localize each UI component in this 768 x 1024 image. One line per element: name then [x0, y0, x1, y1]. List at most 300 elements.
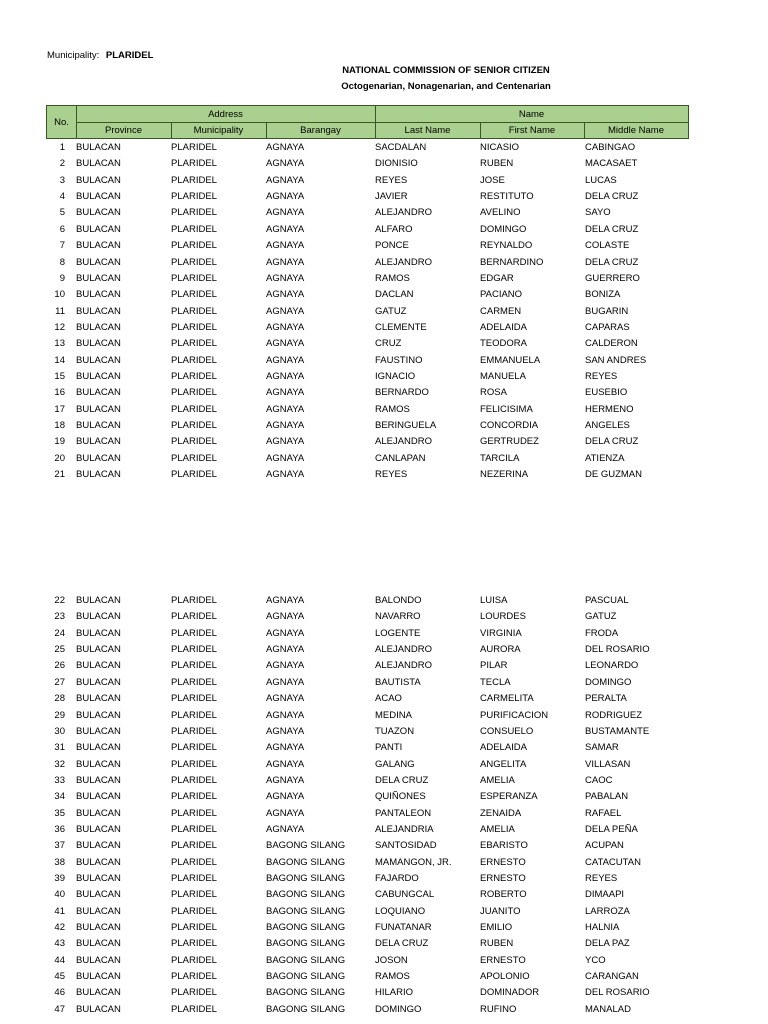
municipality-cell: PLARIDEL [171, 856, 217, 868]
first-name-cell: ADELAIDA [480, 742, 527, 754]
table-row [46, 418, 689, 434]
last-name-cell: GALANG [375, 758, 415, 770]
province-cell: BULACAN [76, 403, 121, 415]
province-cell: BULACAN [76, 436, 121, 448]
row-number: 36 [54, 823, 65, 835]
first-name-cell: RUBEN [480, 158, 514, 170]
table-row [46, 773, 689, 789]
last-name-cell: IGNACIO [375, 370, 416, 382]
row-number: 42 [54, 922, 65, 933]
first-name-cell: ERNESTO [480, 873, 526, 884]
barangay-cell: AGNAYA [266, 774, 305, 786]
row-number: 23 [54, 611, 65, 623]
municipality-cell: PLARIDEL [171, 1003, 217, 1015]
row-number: 26 [54, 660, 65, 672]
barangay-cell: AGNAYA [266, 403, 305, 415]
row-number: 32 [54, 758, 65, 770]
row-number: 46 [54, 987, 65, 999]
province-cell: BULACAN [76, 370, 121, 382]
middle-name-cell: GUERRERO [585, 272, 640, 284]
middle-name-cell: HERMENO [585, 403, 634, 415]
first-name-cell: ANGELITA [480, 758, 527, 770]
last-name-cell: LOGENTE [375, 627, 421, 639]
first-name-cell: VIRGINIA [480, 627, 522, 639]
first-name-cell: ROSA [480, 387, 507, 399]
municipality-cell: PLARIDEL [171, 742, 217, 754]
col-header-municipality: Municipality [193, 125, 244, 136]
barangay-cell: AGNAYA [266, 660, 305, 672]
row-number: 9 [59, 272, 65, 284]
municipality-value: PLARIDEL [105, 50, 154, 61]
last-name-cell: REYES [375, 469, 408, 480]
barangay-cell: AGNAYA [266, 676, 305, 688]
municipality-cell: PLARIDEL [171, 420, 217, 431]
table-row [46, 434, 689, 450]
municipality-cell: PLARIDEL [171, 403, 217, 415]
table-row [46, 385, 689, 401]
municipality-cell: PLARIDEL [171, 611, 217, 623]
barangay-cell: AGNAYA [266, 191, 305, 203]
row-number: 29 [54, 709, 65, 721]
province-cell: BULACAN [76, 240, 121, 252]
table-row [46, 304, 689, 320]
last-name-cell: CABUNGCAL [375, 889, 435, 901]
first-name-cell: TARCILA [480, 452, 520, 464]
barangay-cell: BAGONG SILANG [266, 889, 346, 901]
row-number: 7 [59, 240, 65, 252]
middle-name-cell: LEONARDO [585, 660, 639, 672]
municipality-cell: PLARIDEL [171, 791, 217, 803]
barangay-cell: AGNAYA [266, 387, 305, 399]
first-name-cell: MANUELA [480, 370, 526, 382]
table-row [46, 838, 689, 854]
municipality-cell: PLARIDEL [171, 387, 217, 399]
table-row [46, 336, 689, 352]
first-name-cell: BERNARDINO [480, 256, 544, 268]
row-number: 27 [54, 676, 65, 688]
province-cell: BULACAN [76, 758, 121, 770]
municipality-cell: PLARIDEL [171, 971, 217, 982]
barangay-cell: AGNAYA [266, 223, 305, 235]
middle-name-cell: CATACUTAN [585, 856, 641, 868]
last-name-cell: QUIÑONES [375, 791, 426, 803]
last-name-cell: PANTI [375, 742, 403, 754]
last-name-cell: CRUZ [375, 338, 402, 350]
row-number: 47 [54, 1003, 65, 1015]
row-number: 11 [55, 305, 65, 317]
last-name-cell: MAMANGON, JR. [375, 856, 452, 868]
last-name-cell: ALEJANDRO [375, 256, 433, 268]
last-name-cell: MEDINA [375, 709, 412, 721]
province-cell: BULACAN [76, 338, 121, 350]
first-name-cell: REYNALDO [480, 240, 533, 252]
municipality-cell: PLARIDEL [171, 758, 217, 770]
table-row [46, 887, 689, 903]
middle-name-cell: DELA PAZ [585, 938, 630, 950]
barangay-cell: BAGONG SILANG [266, 856, 346, 868]
municipality-cell: PLARIDEL [171, 158, 217, 170]
last-name-cell: ALEJANDRO [375, 436, 433, 448]
row-number: 1 [59, 142, 65, 153]
province-cell: BULACAN [76, 725, 121, 737]
table-row [46, 904, 689, 920]
table-row [46, 205, 689, 221]
row-number: 24 [54, 627, 65, 639]
province-cell: BULACAN [76, 1003, 121, 1015]
first-name-cell: LUISA [480, 595, 508, 606]
province-cell: BULACAN [76, 742, 121, 754]
first-name-cell: CARMELITA [480, 693, 534, 705]
table-row [46, 626, 689, 642]
middle-name-cell: CAOC [585, 774, 613, 786]
last-name-cell: FAUSTINO [375, 354, 423, 366]
municipality-cell: PLARIDEL [171, 922, 217, 933]
last-name-cell: SACDALAN [375, 142, 427, 153]
middle-name-cell: GATUZ [585, 611, 617, 623]
middle-name-cell: PASCUAL [585, 595, 629, 606]
row-number: 31 [54, 742, 65, 754]
province-cell: BULACAN [76, 387, 121, 399]
table-row [46, 675, 689, 691]
province-cell: BULACAN [76, 289, 121, 301]
row-number: 16 [54, 387, 65, 399]
table-row [46, 287, 689, 303]
province-cell: BULACAN [76, 223, 121, 235]
barangay-cell: AGNAYA [266, 158, 305, 170]
municipality-cell: PLARIDEL [171, 305, 217, 317]
first-name-cell: AMELIA [480, 823, 515, 835]
province-cell: BULACAN [76, 142, 121, 153]
first-name-cell: EMMANUELA [480, 354, 541, 366]
first-name-cell: AMELIA [480, 774, 515, 786]
middle-name-cell: LUCAS [585, 174, 617, 186]
middle-name-cell: REYES [585, 873, 618, 884]
row-number: 41 [54, 905, 65, 917]
first-name-cell: ROBERTO [480, 889, 527, 901]
last-name-cell: SANTOSIDAD [375, 840, 437, 852]
barangay-cell: BAGONG SILANG [266, 954, 346, 966]
first-name-cell: TEODORA [480, 338, 527, 350]
first-name-cell: PACIANO [480, 289, 523, 301]
province-cell: BULACAN [76, 469, 121, 480]
municipality-cell: PLARIDEL [171, 595, 217, 606]
province-cell: BULACAN [76, 207, 121, 219]
row-number: 37 [54, 840, 65, 852]
table-row [46, 642, 689, 658]
document-subtitle: Octogenarian, Nonagenarian, and Centenarian [341, 81, 551, 92]
middle-name-cell: VILLASAN [585, 758, 631, 770]
barangay-cell: BAGONG SILANG [266, 840, 346, 852]
row-number: 18 [54, 420, 65, 431]
last-name-cell: DACLAN [375, 289, 414, 301]
last-name-cell: RAMOS [375, 403, 410, 415]
first-name-cell: DOMINADOR [480, 987, 540, 999]
province-cell: BULACAN [76, 791, 121, 803]
middle-name-cell: DEL ROSARIO [585, 644, 650, 655]
middle-name-cell: LARROZA [585, 905, 630, 917]
barangay-cell: AGNAYA [266, 321, 305, 333]
col-header-province: Province [105, 125, 142, 136]
barangay-cell: AGNAYA [266, 823, 305, 835]
row-number: 43 [54, 938, 65, 950]
row-number: 4 [59, 191, 65, 203]
barangay-cell: AGNAYA [266, 452, 305, 464]
table-row [46, 140, 689, 156]
province-cell: BULACAN [76, 321, 121, 333]
middle-name-cell: CARANGAN [585, 971, 639, 982]
barangay-cell: AGNAYA [266, 595, 305, 606]
middle-name-cell: BONIZA [585, 289, 621, 301]
province-cell: BULACAN [76, 354, 121, 366]
middle-name-cell: REYES [585, 370, 618, 382]
province-cell: BULACAN [76, 774, 121, 786]
table-row [46, 691, 689, 707]
province-cell: BULACAN [76, 873, 121, 884]
table-row [46, 658, 689, 674]
row-number: 17 [54, 403, 65, 415]
barangay-cell: AGNAYA [266, 240, 305, 252]
province-cell: BULACAN [76, 452, 121, 464]
province-cell: BULACAN [76, 889, 121, 901]
row-number: 21 [54, 469, 65, 480]
first-name-cell: LOURDES [480, 611, 526, 623]
table-row [46, 238, 689, 254]
table-row [46, 467, 689, 483]
table-row [46, 609, 689, 625]
last-name-cell: DOMINGO [375, 1003, 422, 1015]
middle-name-cell: DOMINGO [585, 676, 632, 688]
col-header-no: No. [54, 116, 69, 128]
last-name-cell: DELA CRUZ [375, 774, 429, 786]
province-cell: BULACAN [76, 420, 121, 431]
province-cell: BULACAN [76, 823, 121, 835]
last-name-cell: PANTALEON [375, 807, 432, 819]
last-name-cell: CLEMENTE [375, 321, 427, 333]
last-name-cell: LOQUIANO [375, 905, 426, 917]
middle-name-cell: DELA CRUZ [585, 223, 639, 235]
municipality-cell: PLARIDEL [171, 709, 217, 721]
last-name-cell: BAUTISTA [375, 676, 421, 688]
middle-name-cell: SAMAR [585, 742, 619, 754]
barangay-cell: AGNAYA [266, 370, 305, 382]
first-name-cell: RESTITUTO [480, 191, 534, 203]
middle-name-cell: COLASTE [585, 240, 630, 252]
last-name-cell: DIONISIO [375, 158, 418, 170]
barangay-cell: AGNAYA [266, 142, 305, 153]
municipality-cell: PLARIDEL [171, 676, 217, 688]
first-name-cell: RUBEN [480, 938, 514, 950]
municipality-cell: PLARIDEL [171, 660, 217, 672]
table-row [46, 156, 689, 172]
municipality-cell: PLARIDEL [171, 223, 217, 235]
first-name-cell: EBARISTO [480, 840, 528, 852]
table-row [46, 271, 689, 287]
middle-name-cell: BUGARIN [585, 305, 629, 317]
barangay-cell: AGNAYA [266, 725, 305, 737]
province-cell: BULACAN [76, 954, 121, 966]
province-cell: BULACAN [76, 627, 121, 639]
middle-name-cell: MACASAET [585, 158, 638, 170]
barangay-cell: AGNAYA [266, 354, 305, 366]
municipality-cell: PLARIDEL [171, 370, 217, 382]
barangay-cell: AGNAYA [266, 338, 305, 350]
municipality-cell: PLARIDEL [171, 289, 217, 301]
row-number: 33 [54, 774, 65, 786]
municipality-cell: PLARIDEL [171, 889, 217, 901]
first-name-cell: AURORA [480, 644, 521, 655]
municipality-cell: PLARIDEL [171, 436, 217, 448]
table-row [46, 708, 689, 724]
middle-name-cell: CALDERON [585, 338, 638, 350]
first-name-cell: ZENAIDA [480, 807, 522, 819]
municipality-cell: PLARIDEL [171, 987, 217, 999]
last-name-cell: GATUZ [375, 305, 407, 317]
middle-name-cell: DELA CRUZ [585, 436, 639, 448]
last-name-cell: ALEJANDRO [375, 644, 433, 655]
last-name-cell: ACAO [375, 693, 402, 705]
municipality-cell: PLARIDEL [171, 207, 217, 219]
municipality-cell: PLARIDEL [171, 256, 217, 268]
middle-name-cell: EUSEBIO [585, 387, 628, 399]
last-name-cell: BERINGUELA [375, 420, 437, 431]
province-cell: BULACAN [76, 644, 121, 655]
last-name-cell: RAMOS [375, 272, 410, 284]
first-name-cell: RUFINO [480, 1003, 517, 1015]
table-row [46, 1002, 689, 1018]
last-name-cell: REYES [375, 174, 408, 186]
table-row [46, 402, 689, 418]
last-name-cell: ALEJANDRO [375, 660, 433, 672]
municipality-cell: PLARIDEL [171, 469, 217, 480]
row-number: 2 [59, 158, 65, 170]
row-number: 34 [54, 791, 65, 803]
barangay-cell: BAGONG SILANG [266, 905, 346, 917]
last-name-cell: TUAZON [375, 725, 415, 737]
row-number: 19 [54, 436, 65, 448]
first-name-cell: CONCORDIA [480, 420, 539, 431]
middle-name-cell: PABALAN [585, 791, 629, 803]
municipality-cell: PLARIDEL [171, 354, 217, 366]
barangay-cell: AGNAYA [266, 207, 305, 219]
barangay-cell: BAGONG SILANG [266, 873, 346, 884]
first-name-cell: ESPERANZA [480, 791, 538, 803]
barangay-cell: AGNAYA [266, 305, 305, 317]
table-row [46, 222, 689, 238]
table-row [46, 953, 689, 969]
table-row [46, 855, 689, 871]
barangay-cell: AGNAYA [266, 709, 305, 721]
barangay-cell: BAGONG SILANG [266, 922, 346, 933]
first-name-cell: NICASIO [480, 142, 520, 153]
last-name-cell: PONCE [375, 240, 409, 252]
first-name-cell: FELICISIMA [480, 403, 533, 415]
middle-name-cell: DELA PEÑA [585, 823, 638, 835]
table-row [46, 740, 689, 756]
municipality-cell: PLARIDEL [171, 725, 217, 737]
last-name-cell: FAJARDO [375, 873, 419, 884]
first-name-cell: PURIFICACION [480, 709, 549, 721]
province-cell: BULACAN [76, 305, 121, 317]
group-header-name: Name [518, 108, 545, 120]
middle-name-cell: SAN ANDRES [585, 354, 647, 366]
last-name-cell: NAVARRO [375, 611, 421, 623]
province-cell: BULACAN [76, 256, 121, 268]
barangay-cell: AGNAYA [266, 742, 305, 754]
municipality-cell: PLARIDEL [171, 873, 217, 884]
barangay-cell: AGNAYA [266, 469, 305, 480]
middle-name-cell: FRODA [585, 627, 619, 639]
municipality-cell: PLARIDEL [171, 142, 217, 153]
barangay-cell: AGNAYA [266, 436, 305, 448]
province-cell: BULACAN [76, 987, 121, 999]
barangay-cell: AGNAYA [266, 627, 305, 639]
table-row [46, 969, 689, 985]
first-name-cell: GERTRUDEZ [480, 436, 539, 448]
middle-name-cell: RODRIGUEZ [585, 709, 642, 721]
last-name-cell: HILARIO [375, 987, 414, 999]
province-cell: BULACAN [76, 905, 121, 917]
last-name-cell: ALEJANDRO [375, 207, 433, 219]
last-name-cell: JOSON [375, 954, 408, 966]
row-number: 25 [54, 644, 65, 655]
table-row [46, 724, 689, 740]
middle-name-cell: DE GUZMAN [585, 469, 642, 480]
last-name-cell: CANLAPAN [375, 452, 426, 464]
barangay-cell: AGNAYA [266, 693, 305, 705]
row-number: 10 [54, 289, 65, 301]
last-name-cell: ALEJANDRIA [375, 823, 434, 835]
province-cell: BULACAN [76, 807, 121, 819]
barangay-cell: AGNAYA [266, 791, 305, 803]
row-number: 6 [59, 223, 65, 235]
group-header-address: Address [208, 108, 243, 120]
barangay-cell: BAGONG SILANG [266, 971, 346, 982]
table-row [46, 353, 689, 369]
last-name-cell: RAMOS [375, 971, 410, 982]
table-row [46, 369, 689, 385]
barangay-cell: BAGONG SILANG [266, 938, 346, 950]
table-row [46, 320, 689, 336]
middle-name-cell: ATIENZA [585, 452, 625, 464]
municipality-label-text: Municipality: [47, 50, 100, 61]
middle-name-cell: HALNIA [585, 922, 620, 933]
municipality-cell: PLARIDEL [171, 774, 217, 786]
municipality-cell: PLARIDEL [171, 938, 217, 950]
row-number: 15 [54, 370, 65, 382]
municipality-cell: PLARIDEL [171, 272, 217, 284]
first-name-cell: DOMINGO [480, 223, 527, 235]
province-cell: BULACAN [76, 191, 121, 203]
row-number: 13 [54, 338, 65, 350]
table-row [46, 936, 689, 952]
province-cell: BULACAN [76, 174, 121, 186]
row-number: 35 [54, 807, 65, 819]
first-name-cell: ERNESTO [480, 856, 526, 868]
row-number: 45 [54, 971, 65, 982]
document-title: NATIONAL COMMISSION OF SENIOR CITIZEN [342, 65, 550, 76]
barangay-cell: AGNAYA [266, 174, 305, 186]
first-name-cell: CARMEN [480, 305, 522, 317]
table-row [46, 189, 689, 205]
barangay-cell: AGNAYA [266, 256, 305, 268]
municipality-cell: PLARIDEL [171, 823, 217, 835]
table-row [46, 593, 689, 609]
row-number: 30 [54, 725, 65, 737]
middle-name-cell: PERALTA [585, 693, 627, 705]
row-number: 28 [54, 693, 65, 705]
barangay-cell: AGNAYA [266, 289, 305, 301]
middle-name-cell: RAFAEL [585, 807, 622, 819]
